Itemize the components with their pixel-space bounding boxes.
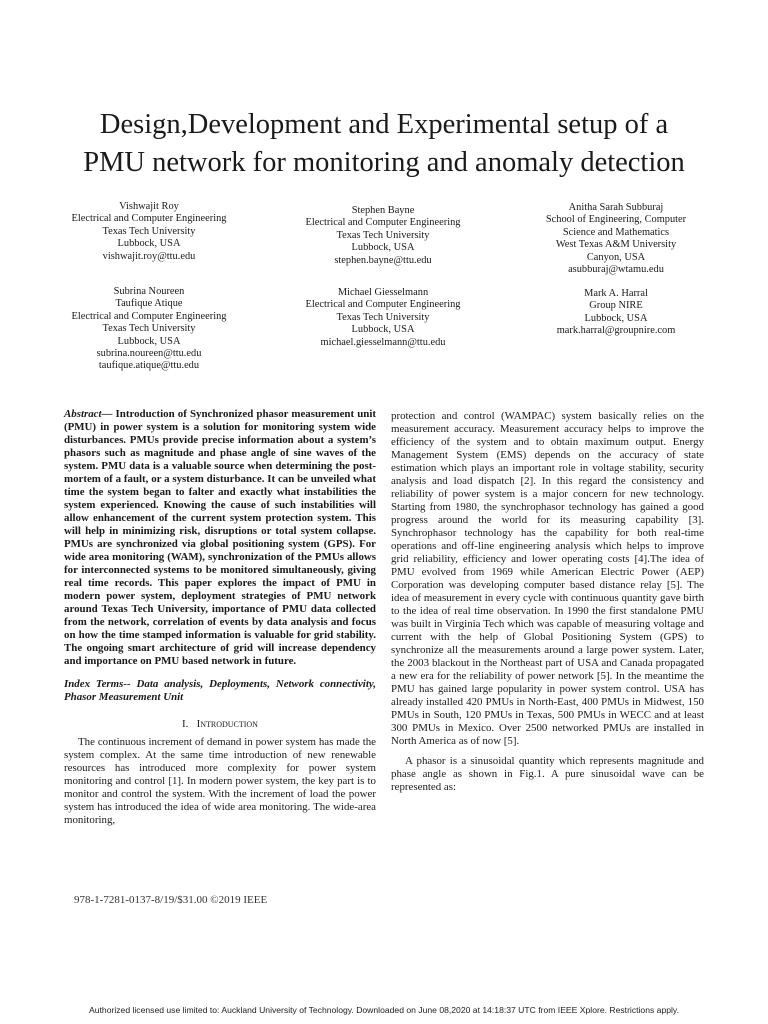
left-column [64,408,376,827]
author-institution: Texas Tech University [336,311,430,323]
copyright-footer: 978-1-7281-0137-8/19/$31.00 ©2019 IEEE [74,894,268,906]
license-notice: Authorized licensed use limited to: Auckland University of Technology. Downloaded on June 08,2020 at 14:18:37 UTC from IEEE Xplore. Restrictions apply. [89,1005,679,1015]
phasor-paragraph: A phasor is a sinusoidal quantity which represents magnitude and phase angle as shown in Fig.1. A pure sinusoidal wave can be represented as: [391,755,704,793]
author-name: Subrina Noureen [113,286,185,297]
section-title: Introduction [196,718,258,730]
abstract [64,408,376,668]
author-location: Canyon, USA [586,251,646,263]
author-affiliation-2: Science and Mathematics [562,226,670,238]
author-email: stephen.bayne@ttu.edu [334,254,432,266]
author-email-2: taufique.atique@ttu.edu [98,360,200,372]
intro-paragraph-2: protection and control (WAMPAC) system basically relies on the measurement accuracy. Measurement accuracy helps to improve the efficiency of the system and to obtain maximum output. Energy Management System (EMS) depends on the accuracy of state estimation which plays an important role in voltage stability, security analysis and load dispatch [2]. In this regard the consistency and reliability of power system is a major concern for new technology. Starting from 1980, the synchrophasor technology has gained a good progress around the world for its measuring capability [3]. Synchrophasor technology has the capability for both real-time operations and off-line engineering analysis which helps to improve grid reliability, efficiency and lower operating costs [4].The idea of PMU evolved from 1969 while American Electric Power (AEP) Corporation was developing computer based distance relay [5]. The idea of measurement in every cycle with continuous quantity gave birth to the idea of real time observation. In 1990 the first standalone PMU was built in Virginia Tech which was capable of measuring voltage and current with the help of Global Positioning System (GPS) to synchronize all the measurements around a large power system. Later, the 2003 blackout in the Northeast part of USA and Canada propagated a new era for the reliability of power network [5]. In the meantime the PMU has gained large popularity in power system control. USA has already installed 420 PMUs in North-East, 400 PMUs in Midwest, 150 PMUs in South, 120 PMUs in Texas, 500 PMUs in WECC and at least 300 PMUs in Mexico. Over 2500 networked PMUs are installed in North America as of now [5]. [391,410,704,747]
author-name: Vishwajit Roy [119,201,179,212]
author-affiliation: Electrical and Computer Engineering [305,299,461,311]
title-line-1: Design,Development and Experimental setup of a [99,109,669,140]
author-name: Stephen Bayne [351,205,415,216]
author-email: asubburaj@wtamu.edu [568,264,664,276]
author-institution: Texas Tech University [102,323,196,335]
index-terms: Index Terms-- Data analysis, Deployments, Network connectivity, Phasor Measurement Unit [64,678,376,703]
author-block-giesselmann [283,287,483,349]
author-block-roy [49,201,249,263]
author-name: Anitha Sarah Subburaj [568,202,664,213]
author-block-noureen-atique [49,286,249,373]
author-location: Lubbock, USA [117,238,181,250]
abstract-text: — Introduction of Synchronized phasor measurement unit (PMU) in power system is a solution for monitoring system wide disturbances. PMUs provide precise information about a system’s phasors such as magnitude and phase angle of sine waves of the system. PMU data is a valuable source when determining the post-mortem of a fault, or a system disturbance. It can be unveiled what time the system began to falter and exactly what instabilities the system experienced. Knowing the cause of such instabilities will allow enhancement of the current system protection system. This will help in minimizing risk, disruptions or total system collapse. PMUs are synchronized via global positioning system (GPS). For wide area monitoring (WAM), synchronization of the PMUs allows for interconnected systems to be monitored simultaneously, giving real time records. This paper explores the impact of PMU in modern power system, deployment strategies of PMU network around Texas Tech University, importance of PMU data collected from the network, correlation of events by data analysis and focus on how the time stamped information is valuable for grid stability. The ongoing smart architecture of grid will increase dependency and importance on PMU based network in future. [64,408,376,667]
author-institution: Texas Tech University [102,225,196,237]
author-email: mark.harral@groupnire.com [556,325,676,337]
author-email: michael.giesselmann@ttu.edu [320,336,446,348]
paper-title [40,106,728,182]
author-location: Lubbock, USA [584,312,648,324]
title-line-2: PMU network for monitoring and anomaly detection [83,147,685,178]
author-location: Lubbock, USA [351,324,415,336]
author-institution: West Texas A&M University [555,239,677,251]
intro-paragraph-1: The continuous increment of demand in power system has made the system complex. At the same time introduction of new renewable resources has introduced more complexity for power system monitoring and control [1]. In modern power system, the key part is to monitor and control the system. With the increment of load the power system has introduced the idea of wide area monitoring. The wide-area monitoring, [64,736,376,826]
author-email: vishwajit.roy@ttu.edu [102,250,196,262]
author-affiliation: Electrical and Computer Engineering [71,213,227,225]
author-name-2: Taufique Atique [115,298,183,310]
author-affiliation: School of Engineering, Computer [545,214,687,226]
author-email: subrina.noureen@ttu.edu [96,348,202,360]
author-block-harral [514,288,718,338]
right-column [391,410,704,794]
author-block-bayne [283,205,483,267]
author-institution: Texas Tech University [336,229,430,241]
section-heading [64,718,376,731]
author-location: Lubbock, USA [117,335,181,347]
section-number: I. [182,718,189,730]
author-name: Michael Giesselmann [337,287,429,298]
author-location: Lubbock, USA [351,242,415,254]
author-block-subburaj [514,202,718,276]
author-affiliation: Group NIRE [589,300,643,312]
author-affiliation: Electrical and Computer Engineering [71,310,227,322]
author-affiliation: Electrical and Computer Engineering [305,217,461,229]
author-name: Mark A. Harral [584,288,648,299]
abstract-label: Abstract [64,408,102,420]
